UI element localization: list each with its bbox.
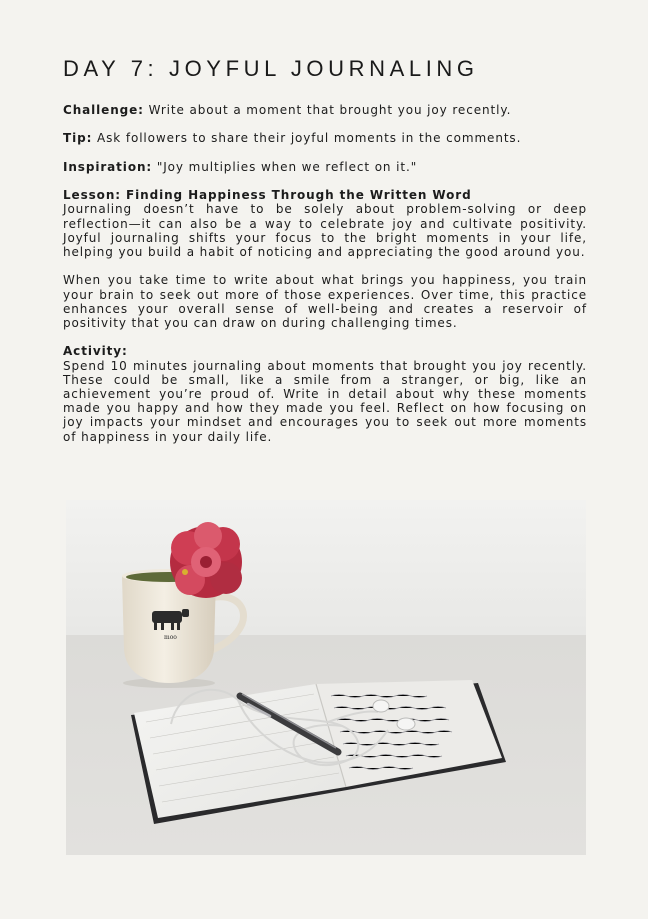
content-body	[63, 103, 587, 458]
lesson-section	[63, 188, 587, 330]
challenge-text: Write about a moment that brought you joy recently.	[143, 103, 512, 117]
challenge-label: Challenge:	[63, 103, 144, 117]
inspiration-text: "Joy multiplies when we reflect on it."	[152, 159, 418, 174]
lesson-heading: Lesson: Finding Happiness Through the Written Word	[63, 188, 472, 203]
lesson-paragraph-2: When you take time to write about what brings you happiness, you train your brain to seek out more of those experiences. Over time, this practice enhances your overall sense of well-being and creates a reservoir of positivity that you can draw on during challenging times.	[63, 273, 587, 330]
tip-line	[63, 131, 587, 145]
journal-photo	[66, 500, 586, 855]
inspiration-line	[63, 160, 587, 174]
tip-text: Ask followers to share their joyful moments in the comments.	[92, 131, 522, 146]
lesson-paragraph-1: Journaling doesn’t have to be solely about problem-solving or deep reflection—it can also be a way to celebrate joy and cultivate positivity. Joyful journaling shifts your focus to the bright moments in your life, helping you build a habit of noticing and appreciating the good around you.	[63, 202, 587, 259]
challenge-line	[63, 103, 587, 117]
flower	[170, 522, 242, 598]
mug-label: moo	[164, 634, 177, 641]
tip-label: Tip:	[63, 131, 93, 146]
page-title: DAY 7: JOYFUL JOURNALING	[63, 56, 479, 81]
activity-text: Spend 10 minutes journaling about moments that brought you joy recently. These could be small, like a smile from a stranger, or big, like an achievement you’re proud of. Write in detail about why these moments made you happy and how they made you feel. Reflect on how focusing on joy impacts your mindset and encourages you to seek out more moments of happiness in your daily life.	[63, 358, 587, 444]
activity-heading: Activity:	[63, 344, 128, 359]
inspiration-label: Inspiration:	[63, 159, 153, 174]
activity-section	[63, 344, 587, 443]
